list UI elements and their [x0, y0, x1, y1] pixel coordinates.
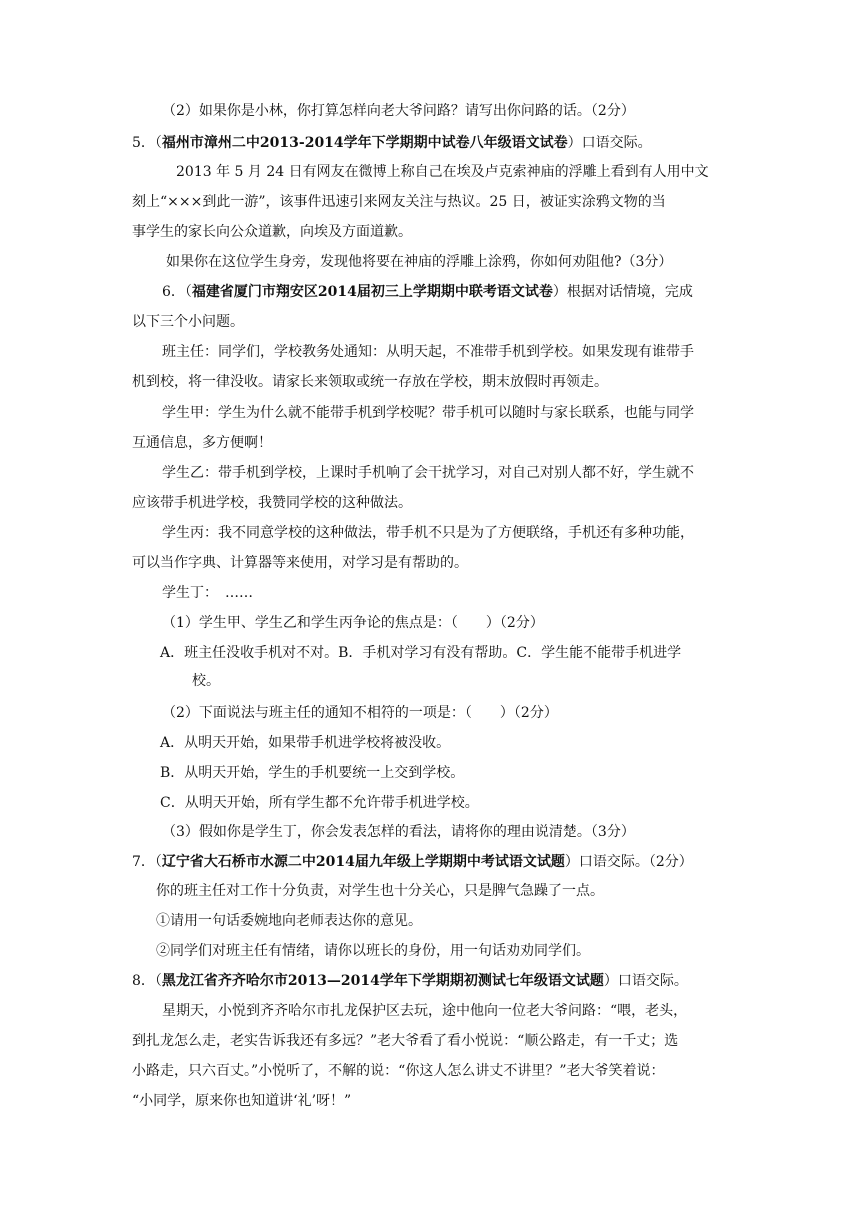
q6-subquestion-2-option-b: B．从明天开始，学生的手机要统一上交到学校。: [160, 765, 465, 781]
q5-question: 如果你在这位学生身旁，发现他将要在神庙的浮雕上涂鸦，你如何劝阻他?（3分）: [166, 254, 673, 270]
dialogue-student-b-line-1: 学生乙：带手机到学校，上课时手机响了会干扰学习，对自己对别人都不好，学生就不: [162, 465, 694, 481]
q7-item-1: ①请用一句话委婉地向老师表达你的意见。: [156, 913, 422, 929]
q5-passage-line-3: 事学生的家长向公众道歉，向埃及方面道歉。: [132, 224, 412, 240]
q7-heading-tail: ）口语交际。（2分）: [564, 854, 693, 870]
q5-number: 5．（: [132, 135, 162, 151]
q6-source: 福建省厦门市翔安区2014届初三上学期期中联考语文试卷: [191, 284, 553, 300]
q6-subquestion-1-options-cont: 校。: [192, 673, 220, 689]
dialogue-student-d: 学生丁： ……: [162, 585, 253, 601]
q8-passage-line-4: “小同学，原来你也知道讲‘礼’呀！”: [132, 1093, 352, 1109]
q8-number: 8．（: [132, 973, 162, 989]
q8-passage-line-3: 小路走，只六百丈。”小悦听了，不解的说：“你这人怎么讲丈不讲里？”老大爷笑着说：: [132, 1063, 665, 1079]
q6-heading-line-2: 以下三个小问题。: [132, 314, 244, 330]
q8-passage-line-2: 到扎龙怎么走，老实告诉我还有多远？”老大爷看了看小悦说：“顺公路走，有一千丈；选: [132, 1033, 679, 1049]
q8-heading-tail: ）口语交际。: [603, 973, 688, 989]
q8-source: 黑龙江省齐齐哈尔市2013—2014学年下学期期初测试七年级语文试题: [161, 973, 604, 989]
q6-subquestion-2-option-c: C．从明天开始，所有学生都不允许带手机进学校。: [160, 795, 479, 811]
q7-number: 7．（: [132, 854, 162, 870]
q4-subquestion-2: （2）如果你是小林，你打算怎样向老大爷问路？请写出你问路的话。（2分）: [162, 103, 635, 119]
q6-subquestion-2: （2）下面说法与班主任的通知不相符的一项是：（ ）（2分）: [162, 705, 558, 721]
dialogue-student-a-line-1: 学生甲：学生为什么就不能带手机到学校呢？带手机可以随时与家长联系，也能与同学: [162, 405, 694, 421]
q5-passage-line-1: 2013 年 5 月 24 日有网友在微博上称自己在埃及卢克索神庙的浮雕上看到有人用中文: [176, 164, 709, 180]
dialogue-student-c-line-2: 可以当作字典、计算器等来使用，对学习是有帮助的。: [132, 555, 468, 571]
dialogue-teacher-line-1: 班主任：同学们，学校教务处通知：从明天起，不准带手机到学校。如果发现有谁带手: [162, 344, 694, 360]
q6-subquestion-1-options: A．班主任没收手机对不对。B．手机对学习有没有帮助。C．学生能不能带手机进学: [160, 645, 682, 661]
q8-heading: [132, 971, 688, 991]
dialogue-student-a-line-2: 互通信息，多方便啊！: [132, 435, 272, 451]
dialogue-student-c-line-1: 学生丙：我不同意学校的这种做法，带手机不只是为了方便联络，手机还有多种功能，: [162, 525, 694, 541]
q7-source: 辽宁省大石桥市水源二中2014届九年级上学期期中考试语文试题: [161, 854, 565, 870]
q7-heading: [132, 852, 693, 872]
q5-passage-line-2: 刻上“×××到此一游”，该事件迅速引来网友关注与热议。25 日，被证实涂鸦文物的当: [132, 194, 666, 210]
q5-source: 福州市漳州二中2013-2014学年下学期期中试卷八年级语文试卷: [161, 135, 568, 151]
dialogue-teacher-line-2: 机到校，将一律没收。请家长来领取或统一存放在学校，期末放假时再领走。: [132, 374, 608, 390]
q5-heading: [132, 133, 652, 153]
q8-passage-line-1: 星期天，小悦到齐齐哈尔市扎龙保护区去玩，途中他向一位老大爷问路：“喂，老头，: [162, 1003, 688, 1019]
q6-subquestion-2-option-a: A．从明天开始，如果带手机进学校将被没收。: [160, 735, 451, 751]
q6-subquestion-3: （3）假如你是学生丁，你会发表怎样的看法，请将你的理由说清楚。（3分）: [162, 824, 635, 840]
q7-item-2: ②同学们对班主任有情绪，请你以班长的身份，用一句话劝劝同学们。: [156, 943, 590, 959]
q6-number: 6．（: [162, 284, 192, 300]
dialogue-student-b-line-2: 应该带手机进学校，我赞同学校的这种做法。: [132, 495, 412, 511]
q5-heading-tail: ）口语交际。: [567, 135, 652, 151]
q6-subquestion-1: （1）学生甲、学生乙和学生丙争论的焦点是：（ ）（2分）: [162, 615, 544, 631]
q6-heading: [162, 282, 693, 302]
q6-heading-tail: ）根据对话情境，完成: [552, 284, 693, 300]
q7-passage: 你的班主任对工作十分负责，对学生也十分关心，只是脾气急躁了一点。: [156, 883, 604, 899]
